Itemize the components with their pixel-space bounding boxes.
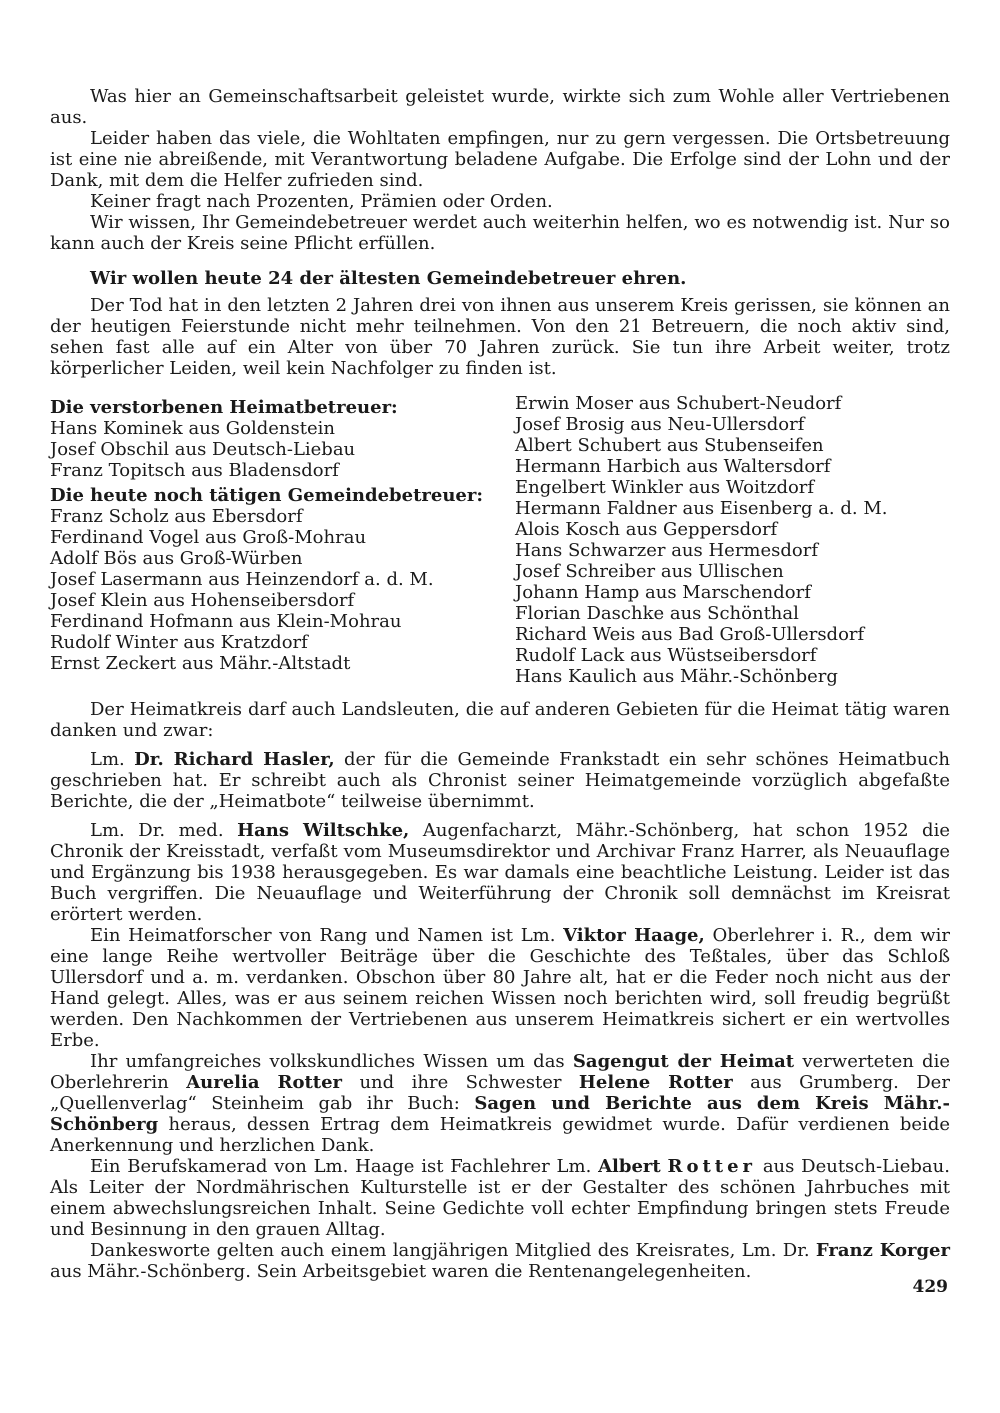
haage-name: Viktor Haage, (563, 925, 705, 946)
rotter-text: verwerteten die Oberlehrerin (50, 1051, 950, 1093)
wiltschke-paragraph (50, 820, 950, 925)
list-item: Engelbert Winkler aus Woitzdorf (515, 477, 815, 498)
list-item: Richard Weis aus Bad Groß-Ullersdorf (515, 624, 865, 645)
list-item: Erwin Moser aus Schubert-Neudorf (515, 393, 842, 414)
rotter-text: aus Grumberg. Der „Quellenverlag“ Steinheim gab ihr Buch: (50, 1072, 950, 1114)
albert-rotter-text: aus Deutsch-Liebau. Als Leiter der Nordmährischen Kulturstelle ist er der Gestalter des schönen Jahrbuches mit einem abwechslungsreichen Inhalt. Seine Gedichte voll echter Empfindung bringen stets Freude und Besinnung in den grauen Alltag. (50, 1156, 950, 1240)
haage-prefix: Ein Heimatforscher von Rang und Namen ist Lm. (90, 925, 556, 946)
list-item: Josef Brosig aus Neu-Ullersdorf (515, 414, 805, 435)
korger-text: Dankesworte gelten auch einem langjährigen Mitglied des Kreisrates, Lm. Dr. (90, 1240, 810, 1261)
hasler-text: der für die Gemeinde Frankstadt ein sehr schönes Heimatbuch geschrieben hat. Er schreibt auch als Chronist seiner Heimatgemeinde vorzüglich abgefaßte Berichte, die der „Heimatbote“ teilweise übernimmt. (50, 749, 950, 812)
hasler-paragraph (50, 749, 950, 812)
wiltschke-prefix: Lm. Dr. med. (90, 820, 224, 841)
list-item: Ernst Zeckert aus Mähr.-Altstadt (50, 653, 351, 674)
list-item: Josef Obschil aus Deutsch-Liebau (50, 439, 356, 460)
list-item: Josef Lasermann aus Heinzendorf a. d. M. (50, 569, 434, 590)
list-item: Rudolf Winter aus Kratzdorf (50, 632, 308, 653)
rotter-text: Ihr umfangreiches volkskundliches Wissen um das (90, 1051, 565, 1072)
rotter-bold: Sagengut der Heimat (572, 1051, 795, 1072)
albert-rotter-bold: Rotter (667, 1156, 757, 1177)
caretaker-list-right (515, 393, 950, 687)
intro-paragraph: Was hier an Gemeinschaftsarbeit geleistet wurde, wirkte sich zum Wohle aller Vertriebenen aus. (50, 86, 950, 128)
intro-paragraph: Leider haben das viele, die Wohltaten empfingen, nur zu gern vergessen. Die Ortsbetreuung ist eine nie abreißende, mit Verantwortung beladene Aufgabe. Die Erfolge sind der Lohn und der Dank, mit dem die Helfer zufrieden sind. (50, 128, 950, 191)
rotter-text: heraus, dessen Ertrag dem Heimatkreis gewidmet wurde. Dafür verdienen beide Anerkennung und herzlichen Dank. (50, 1114, 950, 1156)
list-item: Alois Kosch aus Geppersdorf (515, 519, 778, 540)
list-item: Johann Hamp aus Marschendorf (515, 582, 811, 603)
korger-paragraph (50, 1240, 950, 1282)
list-item: Hermann Faldner aus Eisenberg a. d. M. (515, 498, 888, 519)
list-item: Hans Schwarzer aus Hermesdorf (515, 540, 819, 561)
list-item: Josef Klein aus Hohenseibersdorf (50, 590, 355, 611)
rotter-bold: Helene Rotter (578, 1072, 733, 1093)
haage-paragraph (50, 925, 950, 1051)
hasler-name: Dr. Richard Hasler, (134, 749, 335, 770)
korger-text: aus Mähr.-Schönberg. Sein Arbeitsgebiet waren die Rentenangelegenheiten. (50, 1261, 752, 1282)
intro-paragraph: Wir wissen, Ihr Gemeindebetreuer werdet auch weiterhin helfen, wo es notwendig ist. Nur so kann auch der Kreis seine Pflicht erfüllen. (50, 212, 950, 254)
albert-rotter-text: Ein Berufskamerad von Lm. Haage ist Fachlehrer Lm. (90, 1156, 592, 1177)
wiltschke-text: Augenfacharzt, Mähr.-Schönberg, hat schon 1952 die Chronik der Kreisstadt, verfaßt vom Museumsdirektor und Archivar Franz Harrer, als Neuauflage und Ergänzung bis 1938 herausgegeben. Es war damals eine beachtliche Leistung. Leider ist das Buch vergriffen. Die Neuauflage und Weiterführung der Chronik soll demnächst im Kreisrat erörtert werden. (50, 820, 950, 925)
list-item: Ferdinand Vogel aus Groß-Mohrau (50, 527, 367, 548)
deceased-heading: Die verstorbenen Heimatbetreuer: (50, 397, 398, 418)
list-item: Hans Kaulich aus Mähr.-Schönberg (515, 666, 838, 687)
list-item: Adolf Bös aus Groß-Würben (50, 548, 303, 569)
list-item: Rudolf Lack aus Wüstseibersdorf (515, 645, 817, 666)
active-heading: Die heute noch tätigen Gemeindebetreuer: (50, 485, 483, 506)
list-item: Franz Scholz aus Ebersdorf (50, 506, 303, 527)
list-item: Hermann Harbich aus Waltersdorf (515, 456, 831, 477)
haage-text: Oberlehrer i. R., dem wir eine lange Reihe wertvoller Beiträge über die Geschichte des Teßtales, über das Schloß Ullersdorf und a. m. verdanken. Obschon über 80 Jahre alt, hat er die Feder noch nicht aus der Hand gelegt. Alles, was er aus seinem reichen Wissen noch berichten wird, soll freudig begrüßt werden. Den Nachkommen der Vertriebenen aus unserem Heimatkreis sichert er ein wertvolles Erbe. (50, 925, 950, 1051)
caretaker-list-left (50, 393, 515, 687)
wiltschke-name: Hans Wiltschke, (237, 820, 410, 841)
rotter-bold: Aurelia Rotter (186, 1072, 343, 1093)
rotter-paragraph (50, 1051, 950, 1156)
list-item: Ferdinand Hofmann aus Klein-Mohrau (50, 611, 402, 632)
hasler-prefix: Lm. (90, 749, 125, 770)
page-number: 429 (912, 1277, 948, 1297)
list-item: Hans Kominek aus Goldenstein (50, 418, 335, 439)
article-body (50, 86, 950, 1282)
list-item: Albert Schubert aus Stubenseifen (515, 435, 824, 456)
caretaker-lists (50, 393, 950, 687)
honor-paragraph: Der Tod hat in den letzten 2 Jahren drei von ihnen aus unserem Kreis gerissen, sie können an der heutigen Feierstunde nicht mehr teilnehmen. Von den 21 Betreuern, die noch aktiv sind, sehen fast alle auf ein Alter von über 70 Jahren zurück. Sie tun ihre Arbeit weiter, trotz körperlicher Leiden, weil kein Nachfolger zu finden ist. (50, 295, 950, 379)
albert-rotter-bold: Albert (598, 1156, 661, 1177)
thanks-intro: Der Heimatkreis darf auch Landsleuten, die auf anderen Gebieten für die Heimat tätig waren danken und zwar: (50, 699, 950, 741)
list-item: Josef Schreiber aus Ullischen (515, 561, 784, 582)
korger-bold: Franz Korger (815, 1240, 950, 1261)
list-item: Florian Daschke aus Schönthal (515, 603, 799, 624)
honor-heading: Wir wollen heute 24 der ältesten Gemeindebetreuer ehren. (90, 268, 687, 289)
rotter-bold: Sagen und Berichte aus dem Kreis Mähr.-Schönberg (50, 1093, 950, 1135)
list-item: Franz Topitsch aus Bladensdorf (50, 460, 339, 481)
albert-rotter-paragraph (50, 1156, 950, 1240)
rotter-text: und ihre Schwester (359, 1072, 562, 1093)
intro-paragraph: Keiner fragt nach Prozenten, Prämien oder Orden. (90, 191, 553, 212)
